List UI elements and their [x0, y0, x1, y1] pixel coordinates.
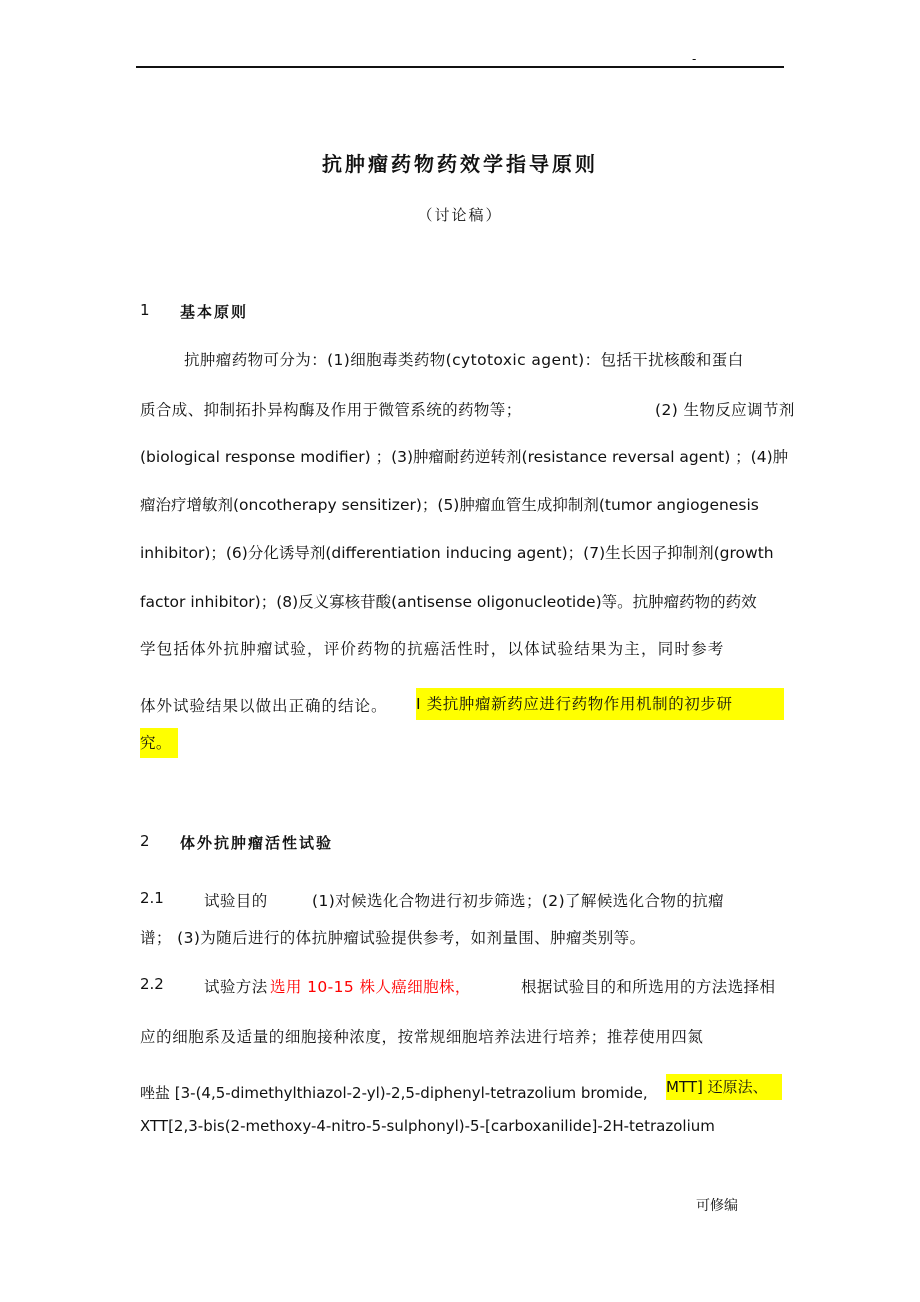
paragraph-line: (biological response modifier) ；(3)肿瘤耐药逆转剂(resistance reversal agent) ；(4)肿 — [140, 448, 789, 466]
section-1-heading: 基本原则 — [180, 303, 249, 321]
paragraph-line: 抗肿瘤药物可分为：(1)细胞毒类药物(cytotoxic agent)：包括干扰核酸和蛋白 — [184, 351, 744, 369]
paragraph-line: (2) 生物反应调节剂 — [655, 401, 795, 419]
header-mark: - — [692, 52, 697, 66]
paragraph-line: 谱； (3)为随后进行的体抗肿瘤试验提供参考，如剂量围、肿瘤类别等。 — [140, 929, 646, 947]
section-1-number: 1 — [140, 301, 150, 319]
paragraph-line: inhibitor)；(6)分化诱导剂(differentiation inducing agent)；(7)生长因子抑制剂(growth — [140, 544, 774, 562]
paragraph-line: 应的细胞系及适量的细胞接种浓度，按常规细胞培养法进行培养；推荐使用四氮 — [140, 1028, 704, 1046]
highlighted-text: 究。 — [140, 728, 178, 758]
paragraph-line: 唑盐 [3-(4,5-dimethylthiazol-2-yl)-2,5-diphenyl-tetrazolium bromide, — [140, 1084, 648, 1102]
paragraph-line: 根据试验目的和所选用的方法选择相 — [521, 978, 776, 996]
section-2-heading: 体外抗肿瘤活性试验 — [180, 834, 334, 852]
highlighted-text: I 类抗肿瘤新药应进行药物作用机制的初步研 — [416, 688, 784, 720]
footer-text: 可修编 — [696, 1198, 738, 1214]
paragraph-line: 质合成、抑制拓扑异构酶及作用于微管系统的药物等； — [140, 401, 522, 419]
header-rule — [136, 66, 784, 68]
subsection-2-1-number: 2.1 — [140, 889, 164, 907]
red-text: 选用 10-15 株人癌细胞株， — [270, 978, 471, 996]
paragraph-line: 体外试验结果以做出正确的结论。 — [140, 697, 388, 715]
paragraph-line: (1)对候选化合物进行初步筛选；(2)了解候选化合物的抗瘤 — [312, 892, 725, 910]
document-title: 抗肿瘤药物药效学指导原则 — [322, 152, 598, 176]
subsection-2-1-label: 试验目的 — [204, 892, 268, 910]
paragraph-line: 瘤治疗增敏剂(oncotherapy sensitizer)；(5)肿瘤血管生成抑制剂(tumor angiogenesis — [140, 496, 759, 514]
paragraph-line: factor inhibitor)；(8)反义寡核苷酸(antisense oligonucleotide)等。抗肿瘤药物的药效 — [140, 593, 757, 611]
paragraph-line: XTT[2,3-bis(2-methoxy-4-nitro-5-sulphonyl)-5-[carboxanilide]-2H-tetrazolium — [140, 1117, 715, 1135]
paragraph-line: 学包括体外抗肿瘤试验，评价药物的抗癌活性时，以体试验结果为主，同时参考 — [140, 640, 725, 658]
subsection-2-2-label: 试验方法 — [204, 978, 268, 996]
highlighted-text: MTT] 还原法、 — [666, 1074, 782, 1100]
document-subtitle: （讨论稿） — [417, 206, 503, 224]
subsection-2-2-number: 2.2 — [140, 975, 164, 993]
section-2-number: 2 — [140, 832, 150, 850]
